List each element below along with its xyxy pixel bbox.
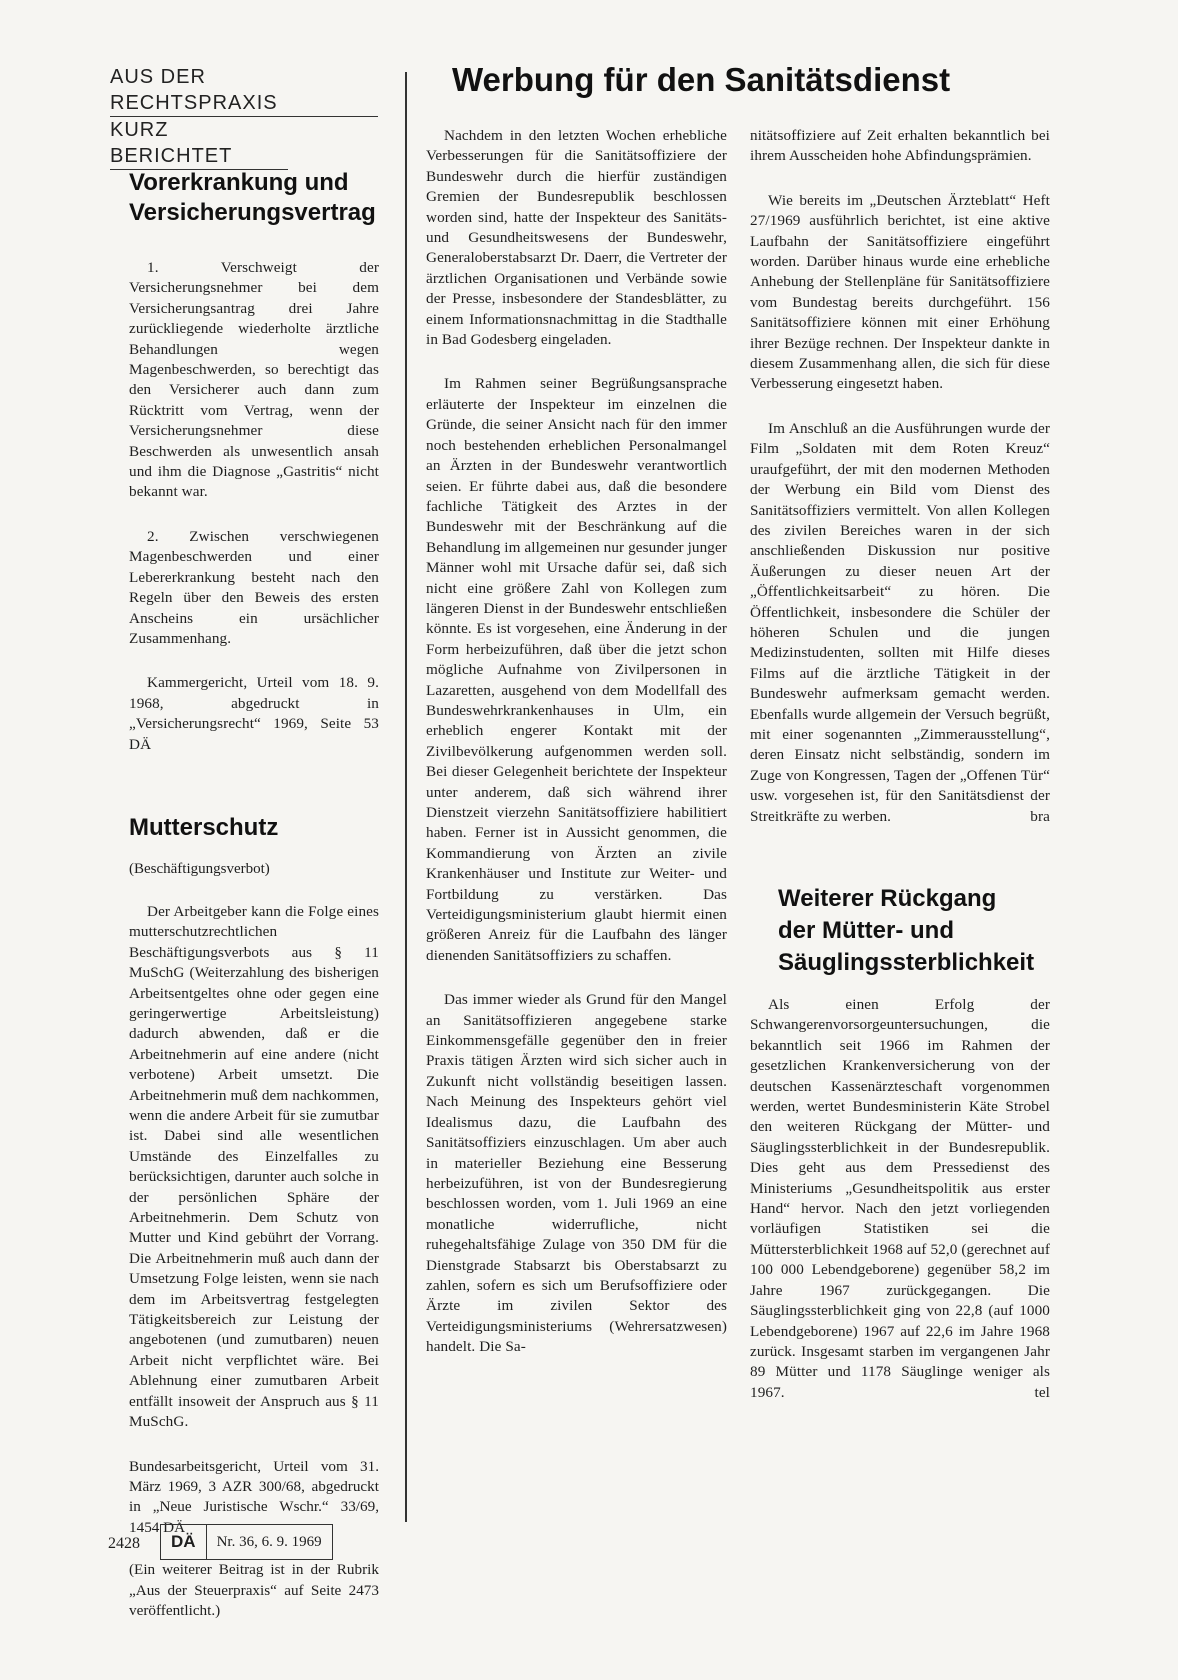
paragraph: 1. Verschweigt der Versicherungsnehmer bei dem Versicherungsantrag drei Jahre zurückliegende wiederholte ärztliche Behandlungen wegen Magenbeschwerden, so berechtigt das den Versicherer auch dann zum Rücktritt vom Vertrag, wenn der Versicherungsnehmer diese Beschwerden als unwesentlich ansah und ihm die Diagnose „Gastritis“ nicht bekannt war. xyxy=(129,259,379,501)
main-column-2 xyxy=(750,126,1050,1427)
article-subtitle: (Beschäftigungsverbot) xyxy=(129,860,270,877)
page-number: 2428 xyxy=(108,1535,140,1552)
paragraph-text: Im Anschluß an die Ausführungen wurde der Film „Soldaten mit dem Roten Kreuz“ uraufgeführt, der mit den modernen Methoden der Werbung ein Bild vom Dienst des Sanitätsoffiziers vermittelt. Von allen Kollegen des zivilen Bereiches waren in der sich anschließenden Diskussion nur positive Äußerungen zu dieser neuen Art der „Öffentlichkeitsarbeit“ zu hören. Die Öffentlichkeit, insbesondere die Schüler der höheren Schulen und die jungen Medizinstudenten, sollten mit Hilfe dieses Films auf die ärztliche Tätigkeit in der Bundeswehr aufmerksam gemacht werden. Ebenfalls wurde allgemein der Versuch begrüßt, mit einer sogenannten „Zimmerausstellung“, deren Einsatz nicht selbständig, sondern im Zuge von Kongressen, Tagen der „Offenen Tür“ usw. vorgesehen ist, für den Sanitätsdienst der Streitkräfte zu werben. xyxy=(750,419,1050,825)
rubric-line-2: KURZ BERICHTET xyxy=(110,117,288,170)
title-line: Versicherungsvertrag xyxy=(129,199,376,226)
source-citation: Bundesarbeitsgericht, Urteil vom 31. März 1969, 3 AZR 300/68, abgedruckt in „Neue Juristische Wschr.“ 33/69, 1454 DÄ xyxy=(129,1457,379,1536)
title-line: Säuglingssterblichkeit xyxy=(778,949,1035,976)
article-title-vorerkrankung xyxy=(129,168,379,228)
column-divider xyxy=(405,72,407,1522)
author-sign: tel xyxy=(1034,1383,1050,1401)
paragraph: Nachdem in den letzten Wochen erhebliche Verbesserungen für die Sanitätsoffiziere der Bundeswehr durch die hierfür zuständigen Gremien der Bundesrepublik beschlossen worden sind, hatte der Inspekteur des Sanitäts- und Gesundheitswesens der Bundeswehr, Generaloberstabsarzt Dr. Daerr, die Vertreter der ärztlichen Organisationen und Verbände sowie der Presse, insbesondere der Standesblätter, zu einem Informationsnachmittag in die Stadthalle in Bad Godesberg eingeladen. xyxy=(426,127,727,349)
author-sign: bra xyxy=(1030,807,1050,825)
main-column-1 xyxy=(426,126,727,1382)
main-headline: Werbung für den Sanitätsdienst xyxy=(452,61,951,98)
paragraph: Im Rahmen seiner Begrüßungsansprache erläuterte der Inspekteur im einzelnen die Gründe, die seiner Ansicht nach für den immer noch bestehenden erheblichen Personalmangel an Ärzten in der Bundeswehr verantwortlich seien. Er führte dabei aus, daß die besondere fachliche Tätigkeit des Arztes in der Bundeswehr mit der Beschränkung auf die Behandlung im allgemeinen nur gesunder junger Männer wohl mit Ursache dafür sei, daß sich nicht eine größere Zahl von Kollegen zum längeren Dienst in der Bundeswehr entschließen könnte. Es ist vorgesehen, eine Änderung in der Form herbeizuführen, daß über die jetzt schon mögliche Aufnahme von Zivilpersonen in Lazaretten, ausgehend von dem Modellfall des Bundeswehrkrankenhauses in Ulm, ein erheblich engerer Kontakt mit der Zivilbevölkerung aufgenommen werden soll. Bei dieser Gelegenheit berichtete der Inspekteur unter anderem, daß sich während ihrer Dienstzeit vierzehn Sanitätsoffiziere habilitiert haben. Ferner ist in Aussicht genommen, die Kommandierung von Ärzten an zivile Krankenhäuser und Institute zur Weiter- und Fortbildung zu verstärken. Das Verteidigungsministerium glaubt hiermit einen größeren Anreiz für die Laufbahn des länger dienenden Sanitätsoffiziers zu schaffen. xyxy=(426,375,727,964)
article-title-saeuglingssterblichkeit xyxy=(750,883,1050,979)
journal-logo: DÄ xyxy=(161,1525,207,1559)
title-line: der Mütter- und xyxy=(778,917,954,944)
source-citation: Kammergericht, Urteil vom 18. 9. 1968, abgedruckt in „Versicherungsrecht“ 1969, Seite 53 DÄ xyxy=(129,674,379,753)
article-title-mutterschutz: Mutterschutz xyxy=(129,813,279,841)
paragraph: Das immer wieder als Grund für den Mangel an Sanitätsoffizieren angegebene starke Einkommensgefälle gegenüber den in freier Praxis tätigen Ärzten wird sich sicher auch in Zukunft nicht vollständig beseitigen lassen. Nach Meinung des Inspekteurs gehört viel Idealismus dazu, die Laufbahn des Sanitätsoffiziers einzuschlagen. Um aber auch in materieller Beziehung eine Besserung herbeizuführen, ist von der Bundesregierung beschlossen worden, vom 1. Juli 1969 an eine monatliche widerrufliche, nicht ruhegehaltsfähige Zulage von 350 DM für die Dienstgrade Stabsarzt bis Oberstabsarzt zu zahlen, sofern es sich um Berufsoffiziere oder Ärzte im zivilen Sektor des Verteidigungsministeriums (Wehrersatzwesen) handelt. Die Sa- xyxy=(426,991,727,1356)
paragraph xyxy=(750,419,1050,827)
paragraph: Wie bereits im „Deutschen Ärzteblatt“ Heft 27/1969 ausführlich berichtet, ist eine aktive Laufbahn der Sanitätsoffiziere eingeführt worden. Darüber hinaus wurde eine erhebliche Anhebung der Stellenpläne für Sanitätsoffiziere vom Bundestag bereits durchgeführt. 156 Sanitätsoffiziere können mit einer Erhöhung ihrer Bezüge rechnen. Der Inspekteur dankte in diesem Zusammenhang allen, die sich für diese Verbesserung eingesetzt haben. xyxy=(750,191,1050,393)
issue-info: Nr. 36, 6. 9. 1969 xyxy=(216,1533,322,1550)
paragraph xyxy=(750,995,1050,1403)
rubric-line-1: AUS DER RECHTSPRAXIS xyxy=(110,64,378,117)
footer-journal-box xyxy=(160,1524,333,1560)
paragraph: 2. Zwischen verschwiegenen Magenbeschwerden und einer Lebererkrankung besteht nach den Regeln über den Beweis des ersten Anscheins ein ursächlicher Zusammenhang. xyxy=(129,527,379,647)
cross-reference-note: (Ein weiterer Beitrag ist in der Rubrik „Aus der Steuerpraxis“ auf Seite 2473 veröffentlicht.) xyxy=(129,1561,379,1619)
rubric-header xyxy=(110,64,378,170)
title-line: Weiterer Rückgang xyxy=(778,885,997,912)
paragraph: nitätsoffiziere auf Zeit erhalten bekanntlich bei ihrem Ausscheiden hohe Abfindungsprämien. xyxy=(750,127,1050,165)
title-line: Vorerkrankung und xyxy=(129,169,349,196)
left-column xyxy=(129,168,379,1643)
paragraph: Der Arbeitgeber kann die Folge eines mutterschutzrechtlichen Beschäftigungsverbots aus § 11 MuSchG (Weiterzahlung des bisherigen Arbeitsentgeltes ohne oder gegen eine geringerwertige Arbeitsleistung) dadurch abwenden, daß er die Arbeitnehmerin auf eine andere (nicht verbotene) Arbeit umsetzt. Die Arbeitnehmerin muß dem nachkommen, wenn die andere Arbeit für sie zumutbar ist. Dabei sind alle wesentlichen Umstände des Einzelfalles zu berücksichtigen, darunter auch solche in der persönlichen Sphäre der Arbeitnehmerin. Dem Schutz von Mutter und Kind gebührt der Vorrang. Die Arbeitnehmerin muß auch dann der Umsetzung Folge leisten, wenn sie nach dem im Arbeitsvertrag festgelegten Tätigkeitsbereich zur Leistung der angebotenen (und zumutbaren) neuen Arbeit nicht verpflichtet wäre. Bei Ablehnung einer zumutbaren Arbeit entfällt insoweit der Anspruch aus § 11 MuSchG. xyxy=(129,902,379,1431)
paragraph-text: Als einen Erfolg der Schwangerenvorsorgeuntersuchungen, die bekanntlich seit 1966 im Rahmen der gesetzlichen Krankenversicherung von der deutschen Kassenärzteschaft vorgenommen werden, wertet Bundesministerin Käte Strobel den weiteren Rückgang der Mütter- und Säuglingssterblichkeit in der Bundesrepublik. Dies geht aus dem Pressedienst des Ministeriums „Gesundheitspolitik aus erster Hand“ hervor. Nach den jetzt vorliegenden vorläufigen Statistiken sei die Müttersterblichkeit 1968 auf 52,0 (gerechnet auf 100 000 Lebendgeborene) gegenüber 58,2 im Jahre 1967 zurückgegangen. Die Säuglingssterblichkeit ging von 22,8 (auf 1000 Lebendgeborene) 1967 auf 22,6 im Jahre 1968 zurück. Insgesamt starben im vergangenen Jahr 89 Mütter und 1178 Säuglinge weniger als 1967. xyxy=(750,996,1051,1401)
